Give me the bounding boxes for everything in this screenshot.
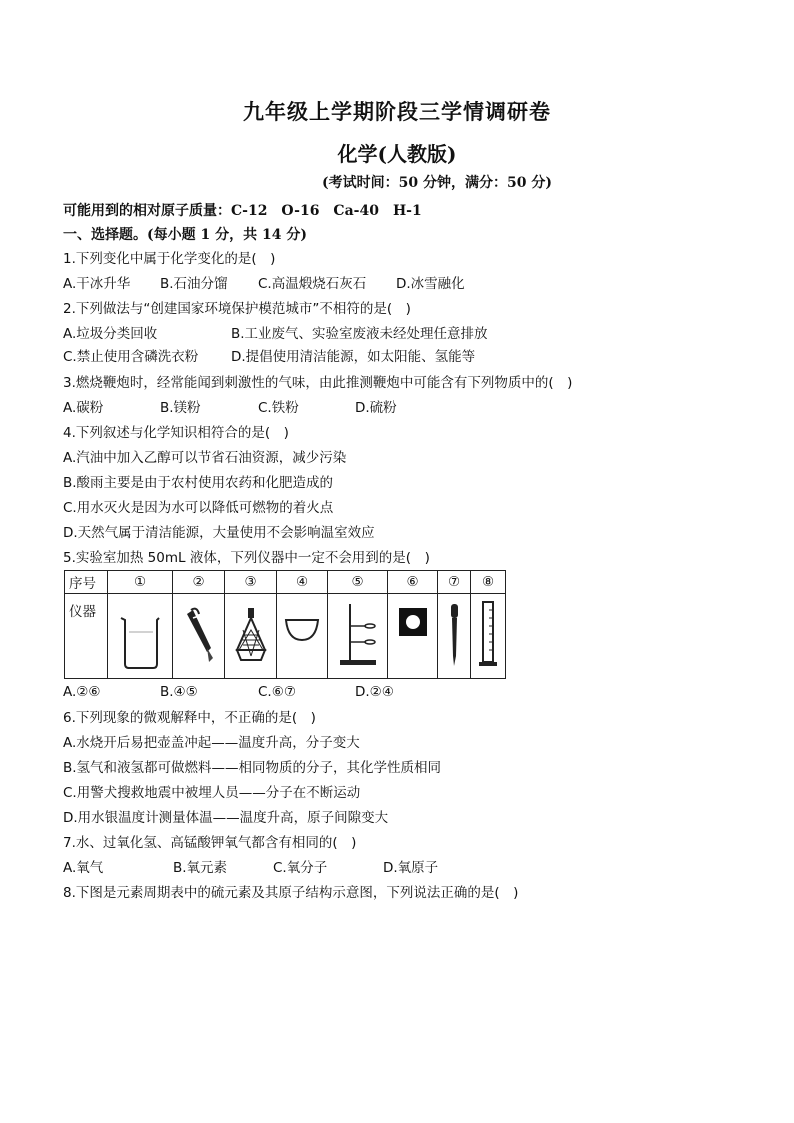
asbestos-gauze-icon	[388, 594, 438, 679]
question-stem: 4.下列叙述与化学知识相符合的是( )	[63, 425, 289, 441]
option-a: A.干冰升华	[63, 276, 131, 292]
option-d: D.②④	[355, 684, 394, 700]
question-stem: 1.下列变化中属于化学变化的是( )	[63, 251, 276, 267]
question-stem: 5.实验室加热 50mL 液体，下列仪器中一定不会用到的是( )	[63, 550, 430, 566]
page-title: 九年级上学期阶段三学情调研卷	[243, 99, 551, 124]
subject-title: 化学(人教版)	[337, 142, 457, 166]
row-label-instrument: 仪器	[65, 594, 108, 679]
option-a: A.②⑥	[63, 684, 101, 700]
evaporating-dish-icon	[277, 594, 328, 679]
alcohol-lamp-icon	[225, 594, 277, 679]
row-label-number: 序号	[65, 571, 108, 594]
option-d: D.冰雪融化	[396, 276, 465, 292]
question-stem: 7.水、过氧化氢、高锰酸钾氧气都含有相同的( )	[63, 835, 357, 851]
option-d: D.提倡使用清洁能源，如太阳能、氢能等	[231, 349, 476, 365]
option-c: C.禁止使用含磷洗衣粉	[63, 349, 199, 365]
option-b: B.酸雨主要是由于农村使用农药和化肥造成的	[63, 475, 334, 491]
option-a: A.氧气	[63, 860, 104, 876]
instrument-number: ⑦	[438, 571, 471, 594]
question-stem: 8.下图是元素周期表中的硫元素及其原子结构示意图，下列说法正确的是( )	[63, 885, 519, 901]
test-tube-holder-icon	[173, 594, 225, 679]
section-heading: 一、选择题。(每小题 1 分，共 14 分)	[63, 227, 307, 243]
dropper-icon	[438, 594, 471, 679]
option-c: C.高温煅烧石灰石	[258, 276, 367, 292]
option-b: B.镁粉	[160, 400, 201, 416]
option-c: C.氧分子	[273, 860, 328, 876]
option-b: B.石油分馏	[160, 276, 228, 292]
atomic-masses: 可能用到的相对原子质量：C-12 O-16 Ca-40 H-1	[63, 203, 422, 219]
instrument-number: ①	[108, 571, 173, 594]
instrument-number: ⑧	[471, 571, 506, 594]
option-a: A.水烧开后易把壶盖冲起——温度升高，分子变大	[63, 735, 360, 751]
option-d: D.天然气属于清洁能源，大量使用不会影响温室效应	[63, 525, 375, 541]
instrument-number: ②	[173, 571, 225, 594]
question-stem: 6.下列现象的微观解释中，不正确的是( )	[63, 710, 316, 726]
option-b: B.④⑤	[160, 684, 198, 700]
instrument-table	[64, 570, 506, 679]
instrument-number: ④	[277, 571, 328, 594]
question-stem: 3.燃烧鞭炮时，经常能闻到刺激性的气味，由此推测鞭炮中可能含有下列物质中的( )	[63, 375, 573, 391]
option-d: D.用水银温度计测量体温——温度升高，原子间隙变大	[63, 810, 389, 826]
instrument-number: ⑥	[388, 571, 438, 594]
option-d: D.硫粉	[355, 400, 397, 416]
instrument-number: ⑤	[328, 571, 388, 594]
graduated-cylinder-icon	[471, 594, 506, 679]
instrument-number: ③	[225, 571, 277, 594]
option-c: C.⑥⑦	[258, 684, 296, 700]
option-a: A.碳粉	[63, 400, 104, 416]
exam-info: (考试时间：50 分钟，满分：50 分)	[322, 175, 552, 191]
option-a: A.垃圾分类回收	[63, 326, 158, 342]
option-c: C.用水灭火是因为水可以降低可燃物的着火点	[63, 500, 334, 516]
option-b: B.工业废气、实验室废液未经处理任意排放	[231, 326, 488, 342]
question-stem: 2.下列做法与“创建国家环境保护模范城市”不相符的是( )	[63, 301, 411, 317]
option-c: C.用警犬搜救地震中被埋人员——分子在不断运动	[63, 785, 361, 801]
option-c: C.铁粉	[258, 400, 299, 416]
iron-stand-icon	[328, 594, 388, 679]
option-d: D.氧原子	[383, 860, 439, 876]
option-a: A.汽油中加入乙醇可以节省石油资源，减少污染	[63, 450, 347, 466]
option-b: B.氢气和液氢都可做燃料——相同物质的分子，其化学性质相同	[63, 760, 442, 776]
option-b: B.氧元素	[173, 860, 228, 876]
beaker-icon	[108, 594, 173, 679]
